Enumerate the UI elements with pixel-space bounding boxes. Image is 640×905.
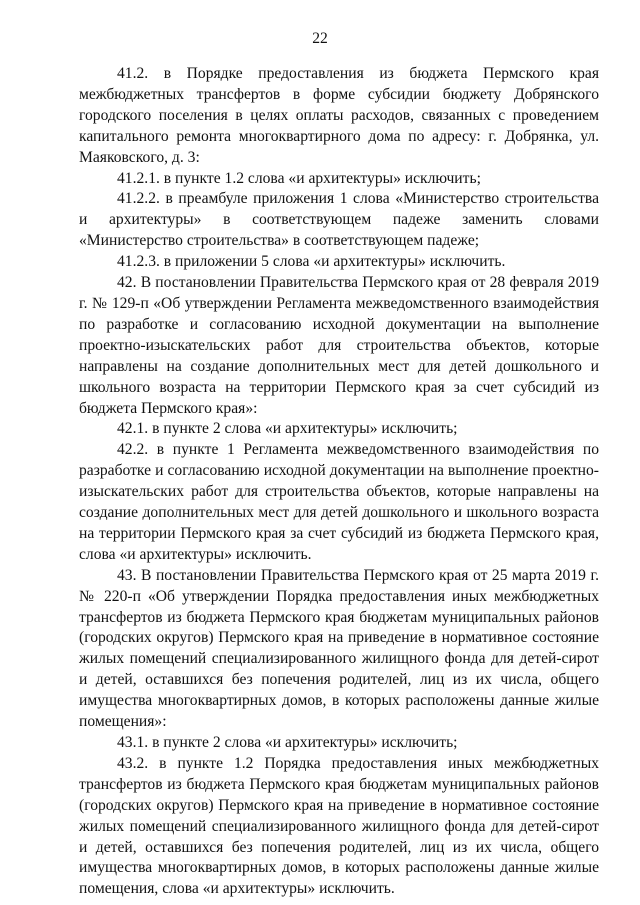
paragraph-42-2: 42.2. в пункте 1 Регламента межведомственного взаимодействия по разработке и согласованию исходной документации на выполнение проектно-изыскательских работ для строительства объектов, которые направлены на создание дополнительных мест для детей дошкольного и школьного возраста на территории Пермского края за счет субсидий из бюджета Пермского края, слова «и архитектуры» исключить. [79, 441, 599, 563]
paragraph-42: 42. В постановлении Правительства Пермского края от 28 февраля 2019 г. № 129-п «Об утверждении Регламента межведомственного взаимодействия по разработке и согласованию исходной документации на выполнение проектно-изыскательских работ для строительства объектов, которые направлены на создание дополнительных мест для детей дошкольного и школьного возраста на территории Пермского края за счет субсидий из бюджета Пермского края»: [79, 274, 599, 417]
paragraph-41-2: 41.2. в Порядке предоставления из бюджета Пермского края межбюджетных трансфертов в форме субсидии бюджету Добрянского городского поселения в целях оплаты расходов, связанных с проведением капитального ремонта многоквартирного дома по адресу: г. Добрянка, ул. Маяковского, д. 3: [79, 65, 599, 166]
page-number: 22 [312, 30, 328, 47]
document-body [79, 64, 599, 900]
paragraph-43-1: 43.1. в пункте 2 слова «и архитектуры» исключить; [117, 734, 458, 751]
paragraph-41-2-2: 41.2.2. в преамбуле приложения 1 слова «Министерство строительства и архитектуры» в соответствующем падеже заменить словами «Министерство строительства» в соответствующем падеже; [79, 190, 599, 250]
paragraph-41-2-1: 41.2.1. в пункте 1.2 слова «и архитектуры» исключить; [117, 169, 481, 187]
paragraph-43: 43. В постановлении Правительства Пермского края от 25 марта 2019 г. № 220-п «Об утверждении Порядка предоставления иных межбюджетных трансфертов из бюджета Пермского края бюджетам муниципальных районов (городских округов) Пермского края на приведение в нормативное состояние жилых помещений специализированного жилищного фонда для детей-сирот и детей, оставшихся без попечения родителей, лиц из их числа, общего имущества многоквартирных домов, в которых расположены данные жилые помещения»: [79, 566, 599, 731]
paragraph-41-2-3: 41.2.3. в приложении 5 слова «и архитектуры» исключить. [117, 253, 506, 271]
paragraph-42-1: 42.1. в пункте 2 слова «и архитектуры» исключить; [117, 420, 458, 438]
paragraph-43-2: 43.2. в пункте 1.2 Порядка предоставления иных межбюджетных трансфертов из бюджета Пермского края бюджетам муниципальных районов (городских округов) Пермского края на приведение в нормативное состояние жилых помещений специализированного жилищного фонда для детей-сирот и детей, оставшихся без попечения родителей, лиц из их числа, общего имущества многоквартирных домов, в которых расположены данные жилые помещения, слова «и архитектуры» исключить. [79, 754, 599, 898]
